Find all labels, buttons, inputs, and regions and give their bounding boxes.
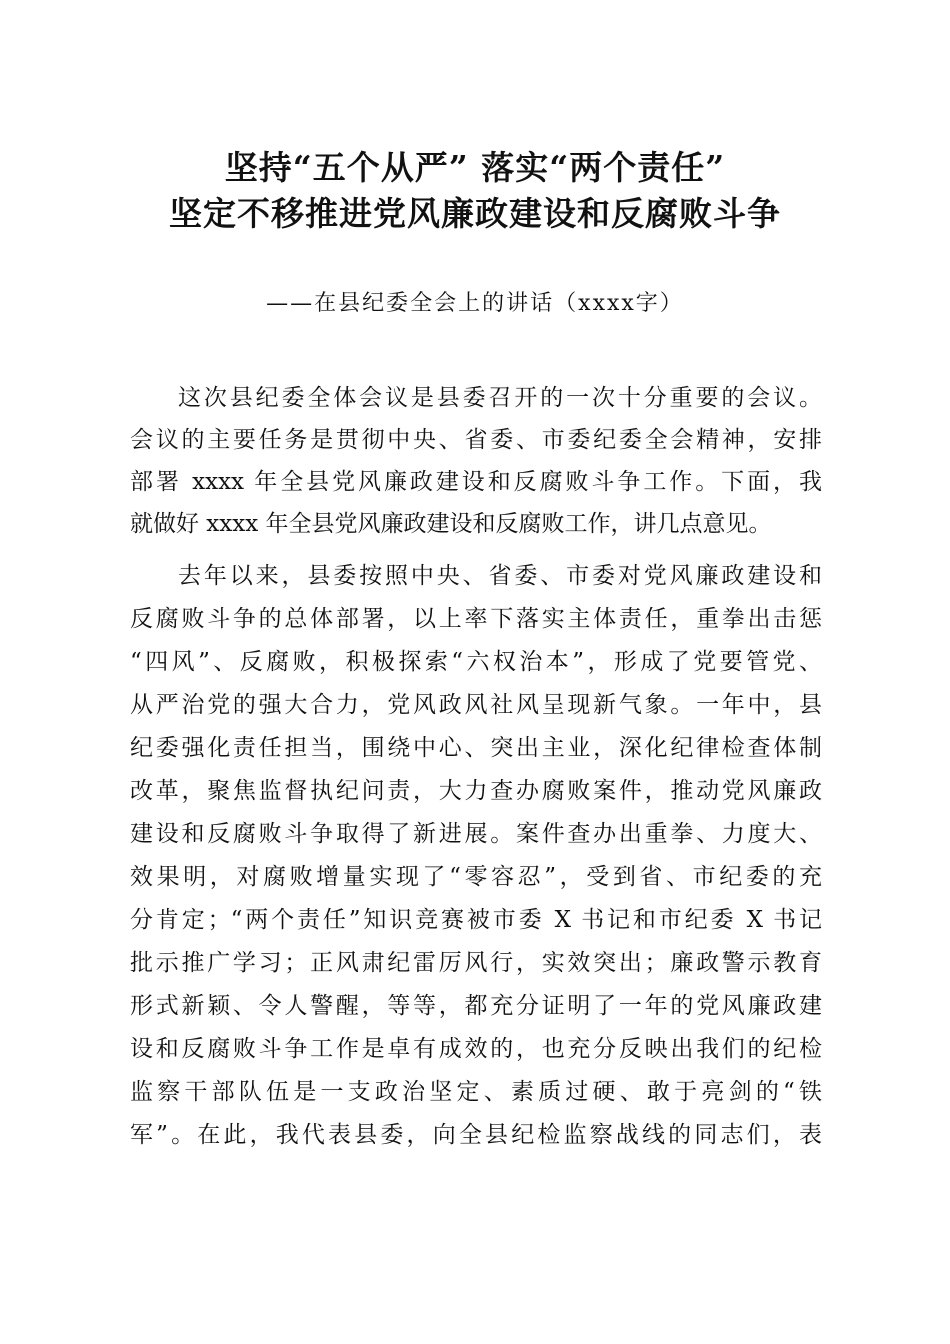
paragraph-line: 军”。在此，我代表县委，向全县纪检监察战线的同志们，表 [130,1122,822,1148]
paragraph-line: 部署 xxxx 年全县党风廉政建设和反腐败斗争工作。下面，我 [130,469,822,495]
paragraph-line: 就做好 xxxx 年全县党风廉政建设和反腐败工作，讲几点意见。 [130,511,772,537]
paragraph-line: “四风”、反腐败，积极探索“六权治本”，形成了党要管党、 [130,649,822,675]
paragraph-line: 效果明，对腐败增量实现了“零容忍”，受到省、市纪委的充 [130,864,822,890]
title-line-1: 坚持“五个从严” 落实“两个责任” [224,148,726,187]
title-line-2: 坚定不移推进党风廉政建设和反腐败斗争 [169,194,781,233]
paragraph-line: 设和反腐败斗争工作是卓有成效的，也充分反映出我们的纪检 [130,1036,822,1062]
paragraph-line: 从严治党的强大合力，党风政风社风呈现新气象。一年中，县 [130,692,822,718]
paragraph-line: 这次县纪委全体会议是县委召开的一次十分重要的会议。 [178,385,822,411]
paragraph-line: 形式新颖、令人警醒，等等，都充分证明了一年的党风廉政建 [130,993,822,1019]
paragraph-line: 反腐败斗争的总体部署，以上率下落实主体责任，重拳出击惩 [130,606,822,632]
paragraph-line: 建设和反腐败斗争取得了新进展。案件查办出重拳、力度大、 [130,821,822,847]
paragraph-line: 会议的主要任务是贯彻中央、省委、市委纪委全会精神，安排 [130,427,822,453]
paragraph-line: 批示推广学习；正风肃纪雷厉风行，实效突出；廉政警示教育 [130,950,822,976]
paragraph-line: 纪委强化责任担当，围绕中心、突出主业，深化纪律检查体制 [130,735,822,761]
paragraph-line: 去年以来，县委按照中央、省委、市委对党风廉政建设和 [178,563,822,589]
paragraph-line: 分肯定；“两个责任”知识竞赛被市委 X 书记和市纪委 X 书记 [130,907,822,933]
paragraph-line: 改革，聚焦监督执纪问责，大力查办腐败案件，推动党风廉政 [130,778,822,804]
paragraph-line: 监察干部队伍是一支政治坚定、素质过硬、敢于亮剑的“铁 [130,1079,822,1105]
subtitle: ——在县纪委全会上的讲话（xxxx字） [266,291,684,316]
